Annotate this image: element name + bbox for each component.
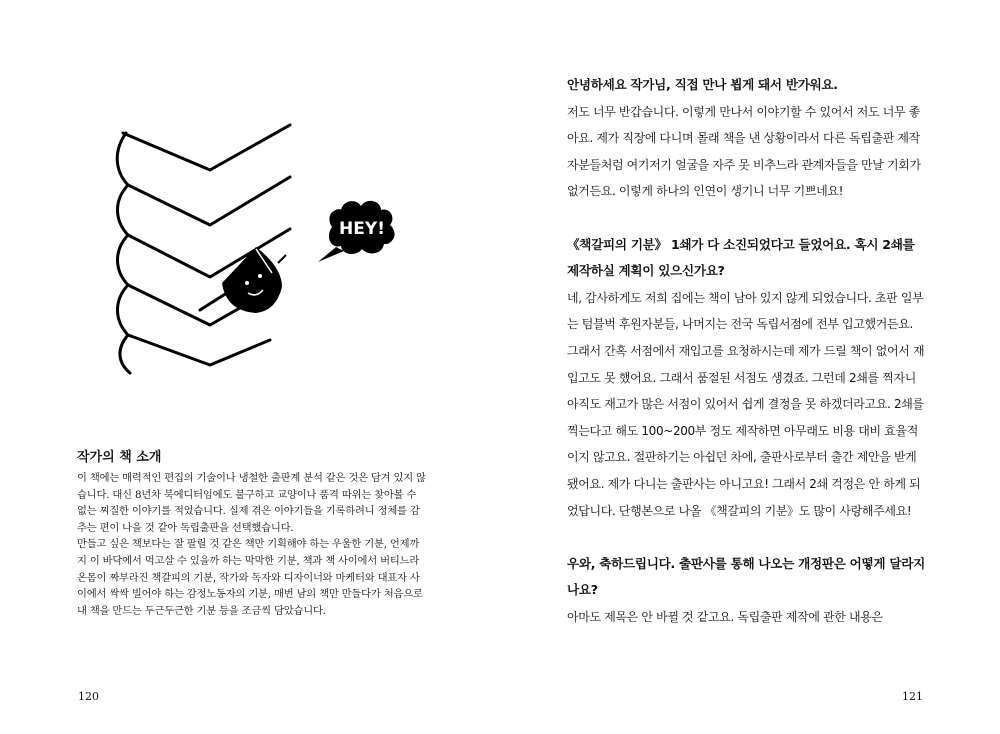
intro-paragraph: 이 책에는 매력적인 편집의 기술이나 냉철한 출판계 분석 같은 것은 담겨 있지 않습니다. 대신 8년차 북에디터임에도 불구하고 교양이나 품격 따위는 찾아볼 수 없는 찌질한 이야기를 적었습니다. 실제 겪은 이야기들을 기록하려니 정체를 감추는 편이 나을 것 같아 독립출판을 선택했습니다. (77, 472, 426, 534)
bookmark-illustration (100, 115, 420, 375)
right-page (500, 0, 1000, 734)
interview-section (567, 72, 927, 630)
interview-question: 안녕하세요 작가님, 직접 만나 뵙게 돼서 반가워요. (567, 77, 838, 92)
bookmark-character-icon (222, 247, 286, 313)
intro-text (77, 470, 427, 619)
speech-bubble-text: HEY! (339, 219, 385, 239)
speech-bubble-icon (318, 201, 394, 262)
interview-answer: 네, 감사하게도 저희 집에는 책이 남아 있지 않게 되었습니다. 초판 일부는 텀블벅 후원자분들, 나머지는 전국 독립서점에 전부 입고했거든요. 그래서 간혹 서점에서 재입고를 요청하시는데 제가 드릴 책이 없어서 재입고도 못 했어요. 그래서 품절된 서점도 생겼죠. 그런데 2쇄를 찍자니 아직도 재고가 많은 서점이 있어서 쉽게 결정을 못 하겠더라고요. 2쇄를 찍는다고 해도 100~200부 정도 제작하면 아무래도 비용 대비 효율적이지 않고요. 절판하기는 아쉽던 차에, 출판사로부터 출간 제안을 받게 됐어요. 제가 다니는 출판사는 아니고요! 그래서 2쇄 걱정은 안 하게 되었답니다. 단행본으로 나올 《책갈피의 기분》도 많이 사랑해주세요! (567, 290, 925, 518)
page-number-left: 120 (78, 690, 99, 703)
stacked-books-lines (117, 125, 290, 373)
interview-answer: 아마도 제목은 안 바뀔 것 같고요. 독립출판 제작에 관한 내용은 (567, 609, 883, 624)
section-title: 작가의 책 소개 (77, 450, 162, 465)
interview-answer: 저도 너무 반갑습니다. 이렇게 만나서 이야기할 수 있어서 저도 너무 좋아요. 제가 직장에 다니며 몰래 책을 낸 상황이라서 다른 독립출판 제작자분들처럼 여기저기 얼굴을 자주 못 비추느라 관계자들을 만날 기회가 없거든요. 이렇게 하나의 인연이 생기니 너무 기쁘네요! (567, 104, 921, 199)
interview-question: 《책갈피의 기분》 1쇄가 다 소진되었다고 들었어요. 혹시 2쇄를 제작하실 계획이 있으신가요? (567, 236, 915, 279)
intro-paragraph: 만들고 싶은 책보다는 잘 팔릴 것 같은 책만 기획해야 하는 우울한 기분, 언제까지 이 바닥에서 먹고살 수 있을까 하는 막막한 기분, 책과 책 사이에서 버티느라 온몸이 짜부라진 책갈피의 기분, 작가와 독자와 디자이너와 마케터와 대표자 사이에서 싹싹 빌어야 하는 감정노동자의 기분, 매번 남의 책만 만들다가 처음으로 내 책을 만드는 두근두근한 기분 등을 조금씩 담았습니다. (77, 538, 423, 617)
interview-question: 우와, 축하드립니다. 출판사를 통해 나오는 개정판은 어떻게 달라지나요? (567, 555, 925, 598)
page-number-right: 121 (902, 690, 923, 703)
